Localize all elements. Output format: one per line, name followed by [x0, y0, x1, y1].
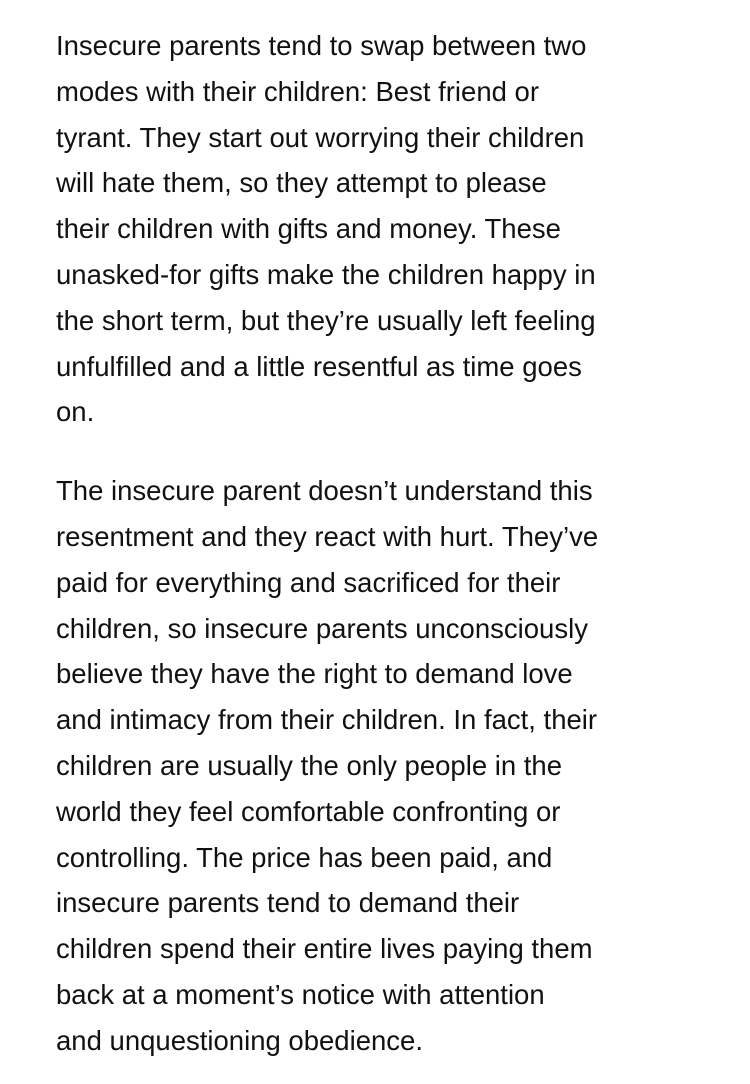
paragraph-1 — [56, 23, 706, 435]
text-line: tyrant. They start out worrying their children — [56, 121, 585, 153]
text-line: their children with gifts and money. These — [56, 213, 561, 245]
text-line: The insecure parent doesn’t understand this — [56, 475, 593, 507]
text-document — [56, 23, 706, 1064]
text-line: world they feel comfortable confronting or — [56, 795, 561, 827]
text-line: children are usually the only people in the — [56, 749, 563, 781]
text-line: controlling. The price has been paid, and — [56, 841, 553, 873]
text-line: the short term, but they’re usually left feeling — [56, 304, 596, 336]
text-line: paid for everything and sacrificed for their — [56, 566, 561, 598]
text-line: believe they have the right to demand love — [56, 658, 573, 690]
text-line: and intimacy from their children. In fact, their — [56, 704, 598, 736]
text-line: insecure parents tend to demand their — [56, 887, 520, 919]
text-line: on. — [56, 396, 95, 428]
text-line: children, so insecure parents unconsciously — [56, 612, 588, 644]
paragraph-spacer — [56, 435, 706, 468]
text-line: unfulfilled and a little resentful as time goes — [56, 350, 582, 382]
text-line: children spend their entire lives paying them — [56, 933, 593, 965]
text-line: Insecure parents tend to swap between two — [56, 30, 587, 61]
text-line: unasked-for gifts make the children happy in — [56, 258, 596, 290]
text-line: modes with their children: Best friend or — [56, 75, 539, 107]
text-line: and unquestioning obedience. — [56, 1024, 423, 1056]
text-line: will hate them, so they attempt to please — [56, 167, 547, 199]
text-line: back at a moment’s notice with attention — [56, 978, 545, 1010]
paragraph-2 — [56, 468, 706, 1063]
text-line: resentment and they react with hurt. They’ve — [56, 520, 599, 552]
